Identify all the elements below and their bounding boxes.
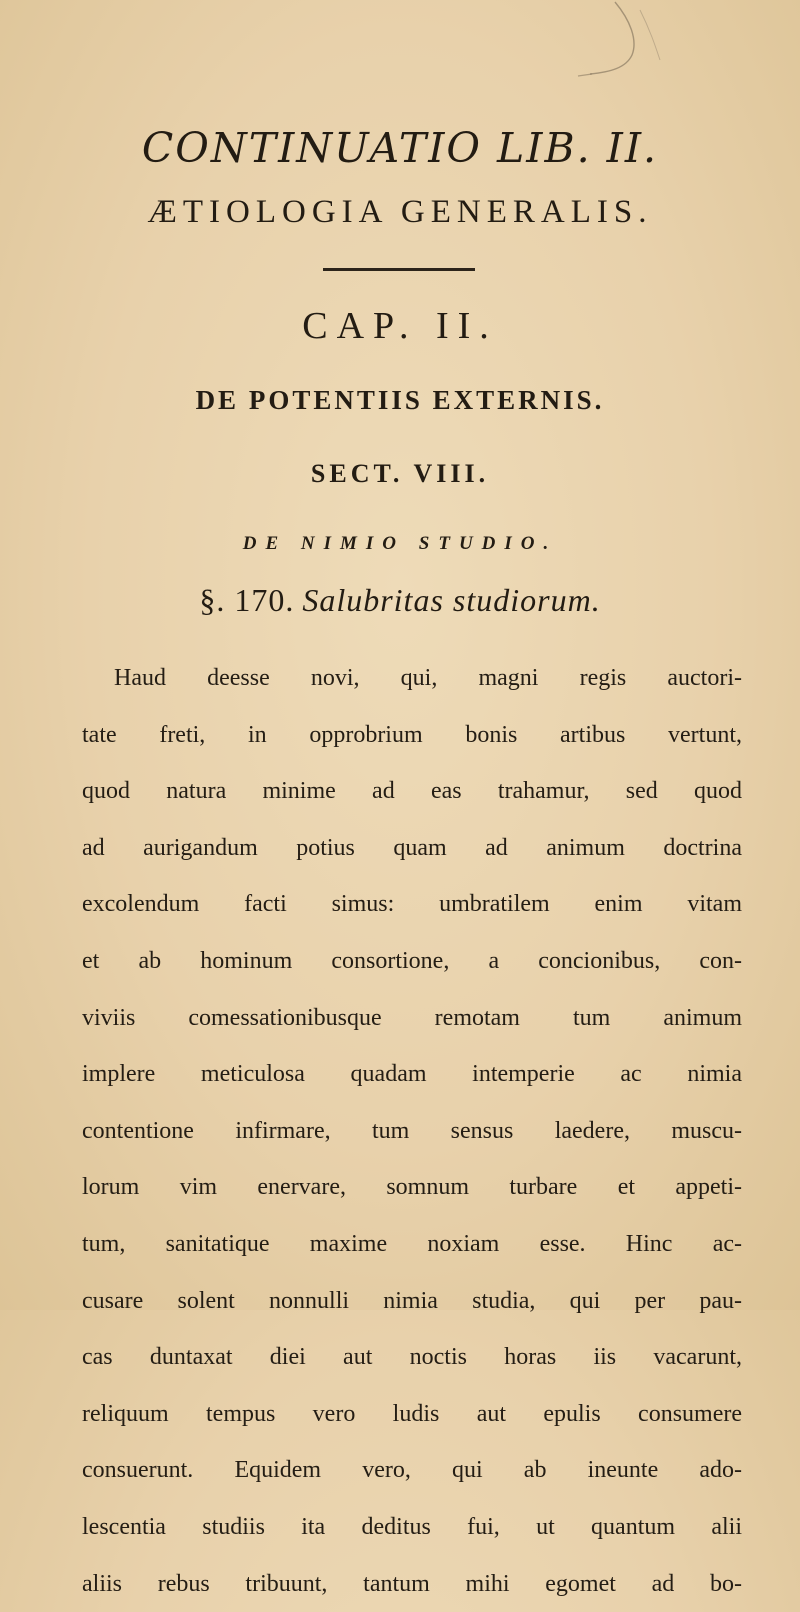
section-heading: SECT. VIII. bbox=[0, 461, 800, 487]
text-line: ad aurigandum potius quam ad animum doctrina bbox=[82, 820, 742, 877]
text-line: tate freti, in opprobrium bonis artibus vertunt, bbox=[82, 707, 742, 764]
text-line: contentione infirmare, tum sensus laedere, muscu- bbox=[82, 1103, 742, 1160]
text-line: excolendum facti simus: umbratilem enim vitam bbox=[82, 876, 742, 933]
text-line: lorum vim enervare, somnum turbare et appeti- bbox=[82, 1159, 742, 1216]
section-title: DE NIMIO STUDIO. bbox=[0, 534, 800, 553]
text-line: aliis rebus tribuunt, tantum mihi egomet ad bo- bbox=[82, 1556, 742, 1612]
running-title: CONTINUATIO LIB. II. bbox=[0, 128, 800, 169]
text-line: consuerunt. Equidem vero, qui ab ineunte ado- bbox=[82, 1442, 742, 1499]
paragraph-heading bbox=[0, 584, 800, 616]
chapter-title: DE POTENTIIS EXTERNIS. bbox=[0, 387, 800, 414]
text-line: cusare solent nonnulli nimia studia, qui per pau- bbox=[82, 1273, 742, 1330]
text-line: cas duntaxat diei aut noctis horas iis vacarunt, bbox=[82, 1329, 742, 1386]
divider-rule bbox=[323, 268, 475, 271]
chapter-heading: CAP. II. bbox=[0, 307, 800, 345]
text-line: implere meticulosa quadam intemperie ac nimia bbox=[82, 1046, 742, 1103]
pencil-mark-icon bbox=[520, 0, 670, 90]
body-text bbox=[82, 650, 742, 1612]
text-line: quod natura minime ad eas trahamur, sed quod bbox=[82, 763, 742, 820]
text-line: viviis comessationibusque remotam tum animum bbox=[82, 990, 742, 1047]
subtitle: ÆTIOLOGIA GENERALIS. bbox=[0, 196, 800, 229]
text-line: tum, sanitatique maxime noxiam esse. Hinc ac- bbox=[82, 1216, 742, 1273]
paragraph-number: §. 170. bbox=[199, 582, 294, 618]
text-line: lescentia studiis ita deditus fui, ut quantum alii bbox=[82, 1499, 742, 1556]
text-line: Haud deesse novi, qui, magni regis auctori- bbox=[82, 650, 742, 707]
text-line: reliquum tempus vero ludis aut epulis consumere bbox=[82, 1386, 742, 1443]
paragraph-title: Salubritas studiorum. bbox=[302, 582, 600, 618]
text-line: et ab hominum consortione, a concionibus, con- bbox=[82, 933, 742, 990]
